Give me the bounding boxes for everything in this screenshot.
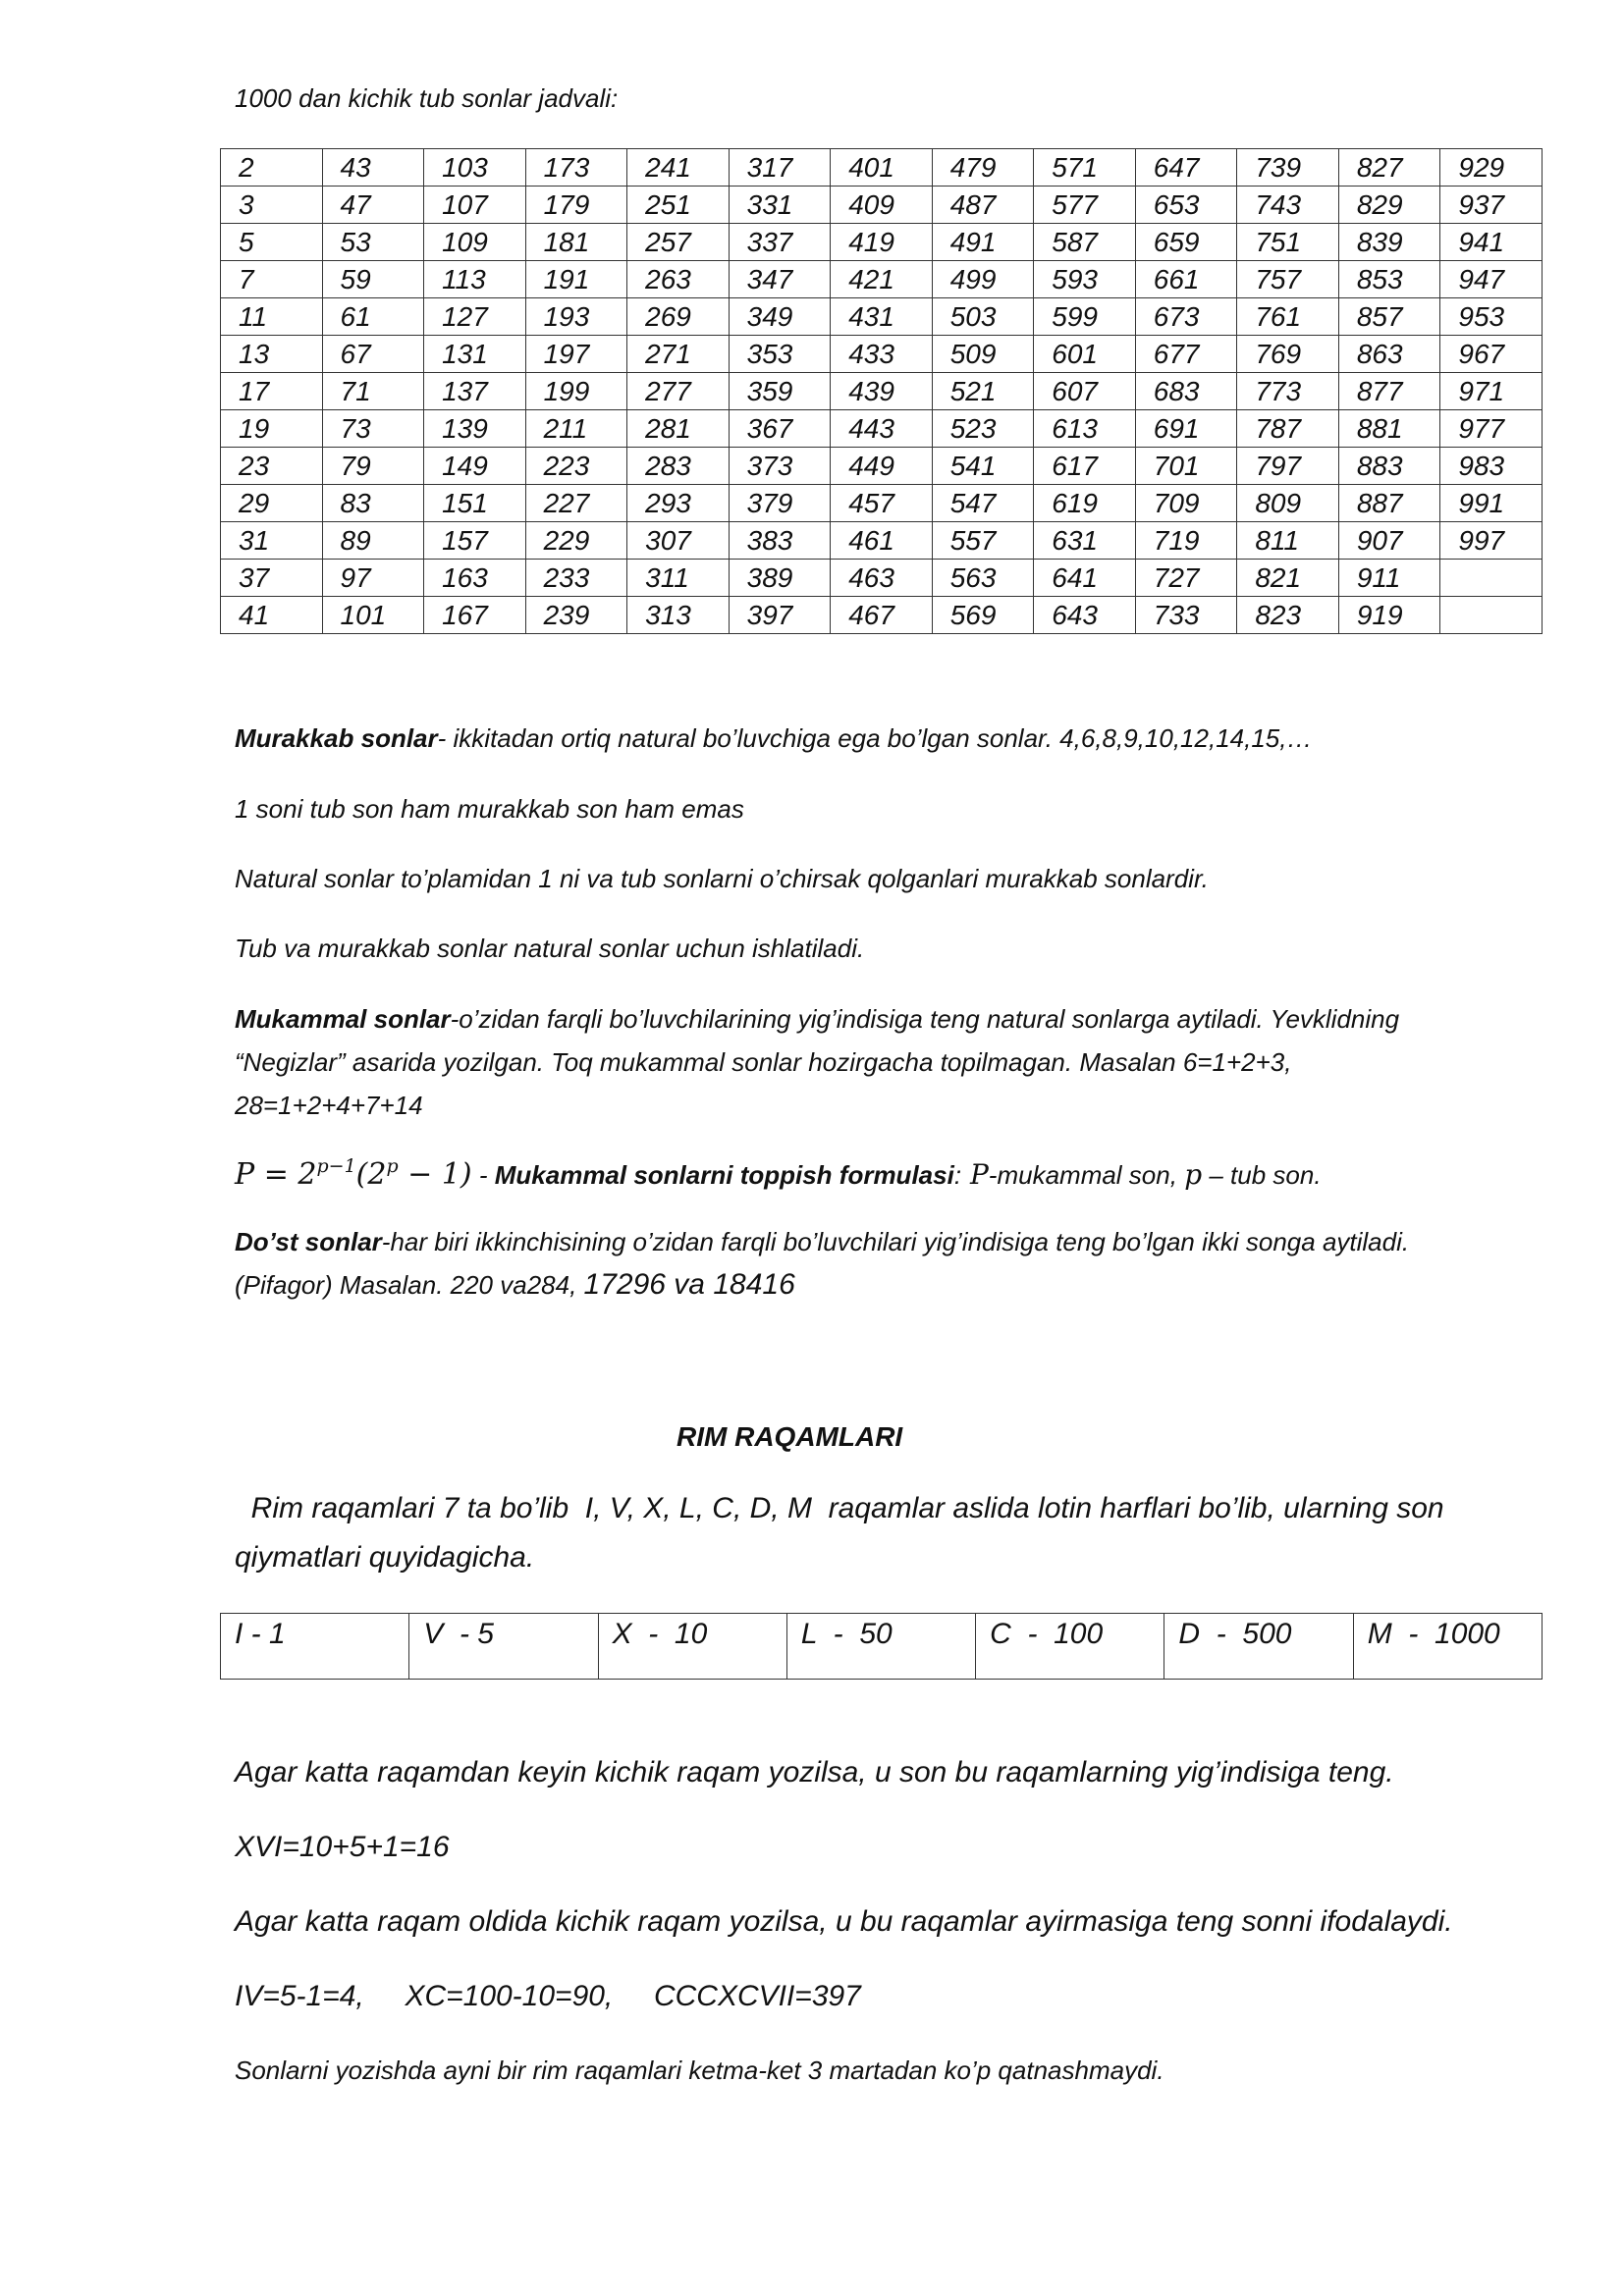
prime-cell: 809 — [1237, 485, 1339, 522]
table-row — [221, 522, 1543, 560]
dost-paragraph — [235, 1220, 1550, 1307]
prime-cell: 277 — [627, 373, 730, 410]
formula-dash: - — [471, 1160, 495, 1190]
prime-cell: 787 — [1237, 410, 1339, 448]
murakkab-term: Murakkab sonlar — [235, 723, 438, 753]
roman-row — [221, 1614, 1543, 1680]
prime-cell: 953 — [1440, 298, 1543, 336]
roman-cell: X - 10 — [598, 1614, 786, 1680]
prime-cell: 823 — [1237, 597, 1339, 634]
prime-cell: 631 — [1034, 522, 1136, 560]
prime-cell: 373 — [729, 448, 831, 485]
prime-cell: 421 — [831, 261, 933, 298]
prime-cell: 463 — [831, 560, 933, 597]
prime-cell: 811 — [1237, 522, 1339, 560]
prime-cell: 67 — [322, 336, 424, 373]
prime-cell: 227 — [525, 485, 627, 522]
roman-table — [220, 1613, 1543, 1680]
rim-intro-line1: Rim raqamlari 7 ta bo’lib I, V, X, L, C, D, M raqamlar aslida lotin harflari bo’lib, ularning son — [235, 1492, 1444, 1524]
prime-cell: 971 — [1440, 373, 1543, 410]
mukammal-line1: -o’zidan farqli bo’luvchilarining yig’indisiga teng natural sonlarga aytiladi. Yevklidning — [450, 1004, 1400, 1034]
prime-cell: 31 — [221, 522, 323, 560]
mukammal-line2: “Negizlar” asarida yozilgan. Toq mukammal sonlar hozirgacha topilmagan. Masalan 6=1+2+3, — [235, 1047, 1292, 1077]
prime-cell: 457 — [831, 485, 933, 522]
prime-cell: 647 — [1135, 149, 1237, 187]
prime-cell: 461 — [831, 522, 933, 560]
primes-table — [220, 148, 1543, 634]
prime-cell: 433 — [831, 336, 933, 373]
prime-cell: 337 — [729, 224, 831, 261]
prime-cell: 673 — [1135, 298, 1237, 336]
prime-cell: 409 — [831, 187, 933, 224]
line-natural: Natural sonlar to’plamidan 1 ni va tub sonlarni o’chirsak qolganlari murakkab sonlardir. — [235, 864, 1209, 893]
prime-cell: 97 — [322, 560, 424, 597]
prime-cell: 281 — [627, 410, 730, 448]
prime-cell: 997 — [1440, 522, 1543, 560]
prime-cell: 937 — [1440, 187, 1543, 224]
prime-cell: 547 — [932, 485, 1034, 522]
prime-cell: 131 — [424, 336, 526, 373]
formula-title: Mukammal sonlarni toppish formulasi — [494, 1160, 954, 1190]
rule-sum: Agar katta raqamdan keyin kichik raqam yozilsa, u son bu raqamlarning yig’indisiga teng. — [235, 1756, 1394, 1789]
prime-cell: 683 — [1135, 373, 1237, 410]
prime-cell: 401 — [831, 149, 933, 187]
prime-cell: 307 — [627, 522, 730, 560]
prime-cell: 701 — [1135, 448, 1237, 485]
prime-cell: 3 — [221, 187, 323, 224]
prime-cell: 191 — [525, 261, 627, 298]
rule-repeat: Sonlarni yozishda ayni bir rim raqamlari ketma-ket 3 martadan ko’p qatnashmaydi. — [235, 2056, 1164, 2085]
formula-mid: (2 — [355, 1157, 387, 1192]
prime-cell: 419 — [831, 224, 933, 261]
prime-cell: 769 — [1237, 336, 1339, 373]
formula-line — [235, 1153, 1322, 1197]
prime-cell: 167 — [424, 597, 526, 634]
prime-cell: 293 — [627, 485, 730, 522]
prime-cell: 5 — [221, 224, 323, 261]
prime-cell: 11 — [221, 298, 323, 336]
formula-p-lower: p — [1184, 1158, 1203, 1191]
prime-cell: 379 — [729, 485, 831, 522]
prime-cell: 103 — [424, 149, 526, 187]
prime-cell: 587 — [1034, 224, 1136, 261]
example-sum: XVI=10+5+1=16 — [235, 1831, 450, 1863]
prime-cell: 773 — [1237, 373, 1339, 410]
prime-cell: 619 — [1034, 485, 1136, 522]
formula-colon: : — [953, 1160, 962, 1190]
prime-cell: 229 — [525, 522, 627, 560]
prime-cell: 509 — [932, 336, 1034, 373]
dost-line1: -har biri ikkinchisining o’zidan farqli bo’luvchilari yig’indisiga teng bo’lgan ikki songa aytiladi. — [381, 1227, 1410, 1256]
prime-cell: 61 — [322, 298, 424, 336]
prime-cell: 827 — [1338, 149, 1440, 187]
prime-cell: 137 — [424, 373, 526, 410]
prime-cell: 691 — [1135, 410, 1237, 448]
prime-cell: 487 — [932, 187, 1034, 224]
prime-cell: 317 — [729, 149, 831, 187]
rule-difference: Agar katta raqam oldida kichik raqam yozilsa, u bu raqamlar ayirmasiga teng sonni ifodalaydi. — [235, 1905, 1453, 1938]
prime-cell: 829 — [1338, 187, 1440, 224]
roman-cell: C - 100 — [976, 1614, 1164, 1680]
table-row — [221, 336, 1543, 373]
prime-cell: 967 — [1440, 336, 1543, 373]
prime-cell: 641 — [1034, 560, 1136, 597]
table-row — [221, 410, 1543, 448]
mukammal-term: Mukammal sonlar — [235, 1004, 451, 1034]
rim-intro — [235, 1484, 1550, 1582]
prime-cell: 353 — [729, 336, 831, 373]
prime-cell: 149 — [424, 448, 526, 485]
prime-cell: 239 — [525, 597, 627, 634]
prime-cell: 347 — [729, 261, 831, 298]
prime-cell: 853 — [1338, 261, 1440, 298]
example-difference: IV=5-1=4, XC=100-10=90, CCCXCVII=397 — [235, 1980, 861, 2012]
prime-cell: 43 — [322, 149, 424, 187]
prime-cell: 383 — [729, 522, 831, 560]
prime-cell: 139 — [424, 410, 526, 448]
prime-cell: 29 — [221, 485, 323, 522]
prime-cell: 499 — [932, 261, 1034, 298]
prime-cell: 503 — [932, 298, 1034, 336]
prime-cell: 577 — [1034, 187, 1136, 224]
prime-cell: 467 — [831, 597, 933, 634]
prime-cell: 439 — [831, 373, 933, 410]
prime-cell: 163 — [424, 560, 526, 597]
prime-cell: 313 — [627, 597, 730, 634]
prime-cell: 593 — [1034, 261, 1136, 298]
prime-cell: 397 — [729, 597, 831, 634]
prime-cell: 109 — [424, 224, 526, 261]
prime-cell: 41 — [221, 597, 323, 634]
line-one-not-prime: 1 soni tub son ham murakkab son ham emas — [235, 794, 744, 824]
prime-cell: 599 — [1034, 298, 1136, 336]
prime-cell: 37 — [221, 560, 323, 597]
prime-cell: 283 — [627, 448, 730, 485]
prime-cell: 761 — [1237, 298, 1339, 336]
prime-cell: 431 — [831, 298, 933, 336]
prime-cell: 53 — [322, 224, 424, 261]
prime-cell: 59 — [322, 261, 424, 298]
prime-cell: 17 — [221, 373, 323, 410]
prime-cell: 389 — [729, 560, 831, 597]
prime-cell: 263 — [627, 261, 730, 298]
prime-cell: 941 — [1440, 224, 1543, 261]
prime-cell: 179 — [525, 187, 627, 224]
prime-cell: 571 — [1034, 149, 1136, 187]
table-row — [221, 560, 1543, 597]
prime-cell: 271 — [627, 336, 730, 373]
prime-cell: 857 — [1338, 298, 1440, 336]
table-row — [221, 187, 1543, 224]
mukammal-paragraph — [235, 997, 1550, 1127]
prime-cell: 443 — [831, 410, 933, 448]
prime-cell: 107 — [424, 187, 526, 224]
prime-cell: 269 — [627, 298, 730, 336]
prime-cell — [1440, 560, 1543, 597]
formula-p-upper: P — [961, 1158, 989, 1191]
prime-cell: 569 — [932, 597, 1034, 634]
prime-cell: 151 — [424, 485, 526, 522]
table-row — [221, 298, 1543, 336]
prime-cell: 743 — [1237, 187, 1339, 224]
prime-cell: 251 — [627, 187, 730, 224]
prime-cell: 883 — [1338, 448, 1440, 485]
prime-cell: 991 — [1440, 485, 1543, 522]
roman-cell: I - 1 — [221, 1614, 409, 1680]
prime-cell: 241 — [627, 149, 730, 187]
prime-cell: 79 — [322, 448, 424, 485]
prime-cell: 797 — [1237, 448, 1339, 485]
prime-cell: 113 — [424, 261, 526, 298]
prime-cell: 719 — [1135, 522, 1237, 560]
prime-cell: 257 — [627, 224, 730, 261]
roman-cell: D - 500 — [1164, 1614, 1353, 1680]
prime-cell: 983 — [1440, 448, 1543, 485]
prime-cell: 947 — [1440, 261, 1543, 298]
prime-cell: 89 — [322, 522, 424, 560]
table-row — [221, 485, 1543, 522]
prime-cell: 7 — [221, 261, 323, 298]
dost-term: Do’st sonlar — [235, 1227, 382, 1256]
prime-cell: 233 — [525, 560, 627, 597]
prime-cell: 13 — [221, 336, 323, 373]
prime-cell: 757 — [1237, 261, 1339, 298]
prime-cell: 193 — [525, 298, 627, 336]
prime-cell: 349 — [729, 298, 831, 336]
prime-cell: 23 — [221, 448, 323, 485]
prime-cell: 223 — [525, 448, 627, 485]
murakkab-text: - ikkitadan ortiq natural bo’luvchiga ega bo’lgan sonlar. 4,6,8,9,10,12,14,15,… — [437, 723, 1313, 753]
formula-rhs: − 1) — [398, 1157, 472, 1192]
line-tub: Tub va murakkab sonlar natural sonlar uchun ishlatiladi. — [235, 934, 865, 963]
rim-intro-line2: qiymatlari quyidagicha. — [235, 1541, 535, 1574]
prime-cell: 73 — [322, 410, 424, 448]
prime-cell: 557 — [932, 522, 1034, 560]
prime-cell: 601 — [1034, 336, 1136, 373]
prime-cell: 839 — [1338, 224, 1440, 261]
prime-cell: 877 — [1338, 373, 1440, 410]
prime-cell: 751 — [1237, 224, 1339, 261]
prime-cell: 367 — [729, 410, 831, 448]
roman-cell: L - 50 — [786, 1614, 975, 1680]
table-row — [221, 224, 1543, 261]
prime-cell: 523 — [932, 410, 1034, 448]
prime-cell — [1440, 597, 1543, 634]
prime-cell: 659 — [1135, 224, 1237, 261]
prime-cell: 607 — [1034, 373, 1136, 410]
prime-cell: 127 — [424, 298, 526, 336]
prime-cell: 173 — [525, 149, 627, 187]
prime-cell: 919 — [1338, 597, 1440, 634]
prime-cell: 491 — [932, 224, 1034, 261]
prime-cell: 479 — [932, 149, 1034, 187]
prime-cell: 199 — [525, 373, 627, 410]
prime-cell: 739 — [1237, 149, 1339, 187]
formula-desc1: -mukammal son, — [988, 1160, 1185, 1190]
prime-cell: 643 — [1034, 597, 1136, 634]
prime-cell: 863 — [1338, 336, 1440, 373]
prime-cell: 311 — [627, 560, 730, 597]
dost-line2b: 17296 va 18416 — [583, 1268, 795, 1301]
prime-cell: 617 — [1034, 448, 1136, 485]
murakkab-paragraph — [235, 717, 1312, 760]
mukammal-line3: 28=1+2+4+7+14 — [235, 1091, 423, 1120]
prime-cell: 677 — [1135, 336, 1237, 373]
prime-cell: 181 — [525, 224, 627, 261]
prime-cell: 709 — [1135, 485, 1237, 522]
prime-cell: 881 — [1338, 410, 1440, 448]
rim-heading: RIM RAQAMLARI — [677, 1421, 903, 1452]
prime-cell: 821 — [1237, 560, 1339, 597]
table-row — [221, 261, 1543, 298]
prime-cell: 911 — [1338, 560, 1440, 597]
prime-cell: 211 — [525, 410, 627, 448]
prime-cell: 907 — [1338, 522, 1440, 560]
prime-cell: 541 — [932, 448, 1034, 485]
table-row — [221, 448, 1543, 485]
formula-lhs: P = 2 — [235, 1157, 317, 1192]
dost-line2a: (Pifagor) Masalan. 220 va284, — [235, 1270, 584, 1300]
table-caption: 1000 dan kichik tub sonlar jadvali: — [235, 83, 619, 113]
roman-cell: M - 1000 — [1353, 1614, 1542, 1680]
prime-cell: 449 — [831, 448, 933, 485]
formula-exp2: p — [386, 1155, 399, 1177]
prime-cell: 197 — [525, 336, 627, 373]
prime-cell: 733 — [1135, 597, 1237, 634]
prime-cell: 71 — [322, 373, 424, 410]
prime-cell: 101 — [322, 597, 424, 634]
prime-cell: 157 — [424, 522, 526, 560]
prime-cell: 977 — [1440, 410, 1543, 448]
roman-cell: V - 5 — [409, 1614, 598, 1680]
prime-cell: 727 — [1135, 560, 1237, 597]
table-row — [221, 597, 1543, 634]
prime-cell: 19 — [221, 410, 323, 448]
prime-cell: 521 — [932, 373, 1034, 410]
prime-cell: 653 — [1135, 187, 1237, 224]
formula-desc2: – tub son. — [1202, 1160, 1322, 1190]
prime-cell: 359 — [729, 373, 831, 410]
prime-cell: 563 — [932, 560, 1034, 597]
prime-cell: 331 — [729, 187, 831, 224]
formula-exp1: p−1 — [316, 1155, 356, 1177]
table-row — [221, 373, 1543, 410]
prime-cell: 661 — [1135, 261, 1237, 298]
table-row — [221, 149, 1543, 187]
prime-cell: 929 — [1440, 149, 1543, 187]
prime-cell: 2 — [221, 149, 323, 187]
prime-cell: 47 — [322, 187, 424, 224]
prime-cell: 887 — [1338, 485, 1440, 522]
prime-cell: 613 — [1034, 410, 1136, 448]
prime-cell: 83 — [322, 485, 424, 522]
